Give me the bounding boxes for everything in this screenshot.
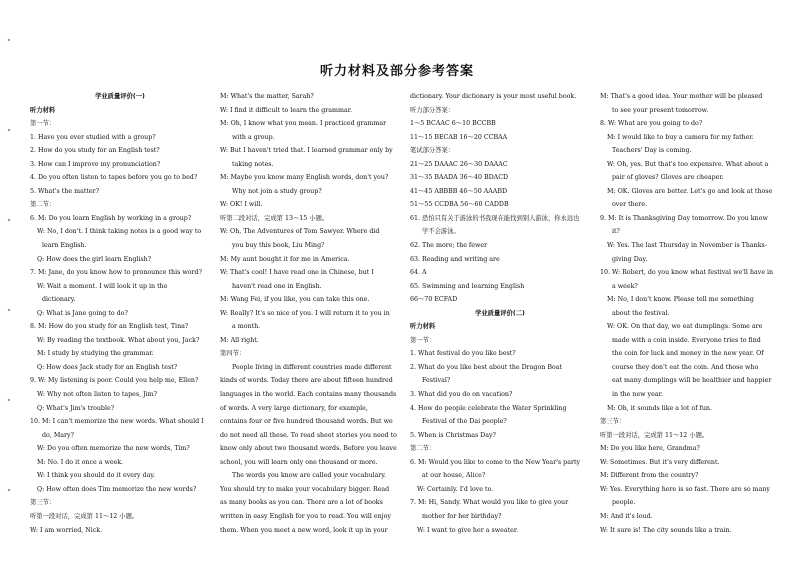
- text-line: 听第一段对话，完成第 11～12 小题。: [600, 431, 709, 439]
- text-line: W: Really? It's so nice of you. I will return it to you in: [220, 309, 390, 317]
- text-line: W: Wait a moment. I will look it up in the: [37, 282, 168, 290]
- text-line: M: OK. Gloves are better. Let's go and look at those: [607, 187, 773, 195]
- text-line: 6. M: Do you learn English by working in a group?: [30, 214, 192, 222]
- text-line: 21～25 DAAAC 26～30 DAAAC: [410, 160, 508, 168]
- text-line: W: I find it difficult to learn the grammar.: [220, 106, 353, 114]
- text-line: M: My aunt bought it for me in America.: [220, 255, 350, 263]
- text-line: 7. M: Hi, Sandy. What would you like to give your: [410, 499, 569, 507]
- text-line: M: Do you like here, Grandma?: [600, 445, 700, 453]
- text-line: M: And it's loud.: [600, 512, 653, 520]
- text-line: contains four or five hundred thousand words. But we: [220, 418, 393, 426]
- text-line: M: Oh, it sounds like a lot of fun.: [607, 404, 712, 412]
- text-line: you buy this book, Liu Ming?: [232, 242, 325, 250]
- text-line: M: Wang Fei, if you like, you can take this one.: [220, 296, 370, 304]
- text-line: 第四节：: [220, 350, 246, 358]
- text-line: W: No, I don't. I think taking notes is a good way to: [37, 228, 202, 236]
- text-line: W: Certainly. I'd love to.: [417, 485, 494, 493]
- text-line: school, you will learn only one thousand or more.: [220, 458, 378, 466]
- text-line: 听力部分答案：: [410, 106, 455, 114]
- text-line: eat many dumplings will be healthier and happier: [612, 377, 772, 385]
- text-line: to see your present tomorrow.: [612, 106, 709, 114]
- text-line: haven't read one in English.: [232, 282, 322, 290]
- text-line: people.: [612, 499, 636, 507]
- text-line: W: I am worried, Nick.: [30, 526, 103, 534]
- text-line: 学不会游泳。: [422, 228, 460, 236]
- text-line: 9. M: It is Thanksgiving Day tomorrow. Do you know: [600, 214, 768, 222]
- binding-marks: [6, 0, 12, 561]
- text-line: Teachers' Day is coming.: [612, 147, 692, 155]
- text-line: 1～5 BCAAC 6～10 BCCBB: [410, 120, 496, 128]
- text-line: of words. A very large dictionary, for example,: [220, 404, 368, 412]
- text-line: W: Yes. The last Thursday in November is Thanks-: [607, 242, 767, 250]
- text-line: 8. W: What are you going to do?: [600, 120, 703, 128]
- text-line: W: It sure is! The city sounds like a train.: [600, 526, 732, 534]
- text-line: 3. What did you do on vacation?: [410, 391, 513, 399]
- text-line: W: That's cool! I have read one in Chinese, but I: [220, 269, 374, 277]
- text-line: know only about two thousand words. Before you leave: [220, 445, 397, 453]
- text-line: W: OK. On that day, we eat dumplings. Some are: [607, 323, 763, 331]
- text-line: learn English.: [42, 242, 87, 250]
- text-line: M: Different from the country?: [600, 472, 699, 480]
- text-line: Q: What's Jim's trouble?: [37, 404, 115, 412]
- text-line: M: I study by studying the grammar.: [37, 350, 154, 358]
- text-line: 笔试部分答案：: [410, 147, 455, 155]
- text-line: 8. M: How do you study for an English test, Tina?: [30, 323, 189, 331]
- text-line: W: Why not often listen to tapes, Jim?: [37, 391, 158, 399]
- text-line: W: OK! I will.: [220, 201, 263, 209]
- text-line: 2. How do you study for an English test?: [30, 147, 160, 155]
- text-line: mother for her birthday?: [422, 512, 502, 520]
- text-columns: [30, 90, 780, 555]
- text-line: M: What's the matter, Sarah?: [220, 93, 314, 100]
- text-line: 5. When is Christmas Day?: [410, 431, 496, 439]
- text-line: W: Oh, yes. But that's too expensive. What about a: [607, 160, 769, 168]
- section-heading: 听力材料: [410, 323, 436, 331]
- text-line: with a group.: [232, 133, 275, 141]
- text-line: made with a coin inside. Everyone tries to find: [612, 336, 761, 344]
- text-line: 41～45 ABBBB 46～50 AAABD: [410, 187, 508, 195]
- text-line: 10. W: Robert, do you know what festival we'll have in: [600, 269, 774, 277]
- text-line: 62. The more; the fewer: [410, 242, 488, 250]
- text-line: Q: How does Jack study for an English test?: [37, 363, 178, 371]
- text-line: The words you know are called your vocabulary.: [232, 472, 387, 480]
- text-line: Q: How often does Tim memorize the new words?: [37, 485, 197, 493]
- text-line: W: By reading the textbook. What about you, Jack?: [37, 336, 200, 344]
- text-line: W: Yes. Everything here is so fast. There are so many: [600, 485, 770, 493]
- text-line: at our house, Alice?: [422, 472, 486, 480]
- text-line: a week?: [612, 282, 638, 290]
- text-line: 65. Swimming and learning English: [410, 282, 525, 290]
- text-line: 66～70 ECFAD: [410, 296, 458, 304]
- text-line: 11～15 BECAB 16～20 CCBAA: [410, 133, 508, 141]
- text-line: 63. Reading and writing are: [410, 255, 500, 263]
- text-line: 3. How can I improve my pronunciation?: [30, 160, 161, 168]
- text-line: W: But I haven't tried that. I learned grammar only by: [220, 147, 393, 155]
- text-line: M: Oh, I know what you mean. I practiced grammar: [220, 120, 387, 128]
- text-line: M: All right.: [220, 336, 259, 344]
- text-line: as many books as you can. There are a lot of books: [220, 499, 383, 507]
- text-line: M: No. I do it once a week.: [37, 458, 124, 466]
- text-line: Q: What is Jane going to do?: [37, 309, 128, 317]
- text-line: course they don't eat the coin. And those who: [612, 363, 759, 371]
- text-line: 5. What's the matter?: [30, 187, 99, 195]
- text-line: a month.: [232, 323, 261, 331]
- text-line: languages in the world. Each contains many thousands: [220, 391, 397, 399]
- text-line: 1. Have you ever studied with a group?: [30, 133, 156, 141]
- text-line: 第一节：: [410, 336, 436, 344]
- text-line: do, Mary?: [42, 431, 74, 439]
- text-line: do not need all these. To read sheet stories you need to: [220, 431, 397, 439]
- text-line: 第三节：: [600, 418, 626, 426]
- text-line: 听第一段对话，完成第 11～12 小题。: [30, 512, 139, 520]
- text-line: 第三节：: [30, 499, 56, 507]
- text-line: 61. 恐怕只有关于游泳的书我现在能找到别人游泳，你永远也: [410, 214, 580, 222]
- text-line: W: I want to give her a sweater.: [417, 526, 519, 534]
- text-line: pair of gloves? Gloves are cheaper.: [612, 174, 724, 182]
- text-line: 64. A: [410, 269, 427, 277]
- text-line: 1. What festival do you like best?: [410, 350, 516, 358]
- text-line: 听第二段对话，完成第 13～15 小题。: [220, 214, 329, 222]
- text-line: 第二节：: [410, 445, 436, 453]
- column-1: [30, 90, 210, 555]
- text-line: kinds of words. Today there are about fifteen hundred: [220, 377, 393, 385]
- text-line: M: That's a good idea. Your mother will be pleased: [600, 93, 763, 100]
- text-line: in the new year.: [612, 391, 663, 399]
- text-line: over there.: [612, 201, 648, 209]
- text-line: written in easy English for you to read. You will enjoy: [220, 512, 391, 520]
- section-heading: 学业质量评价(一): [95, 93, 145, 100]
- text-line: 10. M: I can't memorize the new words. What should I: [30, 418, 204, 426]
- text-line: them. When you meet a new word, look it up in your: [220, 526, 388, 534]
- text-line: Why not join a study group?: [232, 187, 322, 195]
- text-line: Q: How does the girl learn English?: [37, 255, 152, 263]
- text-line: about the festival.: [612, 309, 670, 317]
- section-heading: 学业质量评价(二): [475, 309, 525, 317]
- column-3: [410, 90, 590, 555]
- text-line: W: Oh, The Adventures of Tom Sawyer. Where did: [220, 228, 380, 236]
- text-line: it?: [612, 228, 620, 236]
- text-line: M: Maybe you know many English words, don't you?: [220, 174, 389, 182]
- text-line: 第二节：: [30, 201, 56, 209]
- text-line: W: Sometimes. But it's very different.: [600, 458, 720, 466]
- text-line: M: No, I don't know. Please tell me something: [607, 296, 754, 304]
- text-line: Festival?: [422, 377, 451, 385]
- text-line: 9. W: My listening is poor. Could you help me, Ellen?: [30, 377, 199, 385]
- text-line: You should try to make your vocabulary bigger. Read: [220, 485, 390, 493]
- column-4: [600, 90, 780, 555]
- text-line: 第一节：: [30, 120, 56, 128]
- page-title: 听力材料及部分参考答案: [319, 64, 474, 79]
- text-line: People living in different countries made different: [232, 363, 392, 371]
- text-line: W: I think you should do it every day.: [37, 472, 156, 480]
- text-line: dictionary. Your dictionary is your most useful book.: [410, 93, 577, 100]
- text-line: Festival of the Dai people?: [422, 418, 507, 426]
- text-line: dictionary.: [42, 296, 76, 304]
- text-line: 7. M: Jane, do you know how to pronounce this word?: [30, 269, 202, 277]
- text-line: 2. What do you like best about the Dragon Boat: [410, 363, 563, 371]
- text-line: the coin for luck and money in the new year. Of: [612, 350, 764, 358]
- column-2: [220, 90, 400, 555]
- text-line: 51～55 CCDBA 56～60 CADDB: [410, 201, 509, 209]
- section-heading: 听力材料: [30, 106, 56, 114]
- text-line: 6. M: Would you like to come to the New Year's party: [410, 458, 581, 466]
- text-line: giving Day.: [612, 255, 648, 263]
- text-line: 4. Do you often listen to tapes before you go to bed?: [30, 174, 198, 182]
- text-line: W: Do you often memorize the new words, Tim?: [37, 445, 190, 453]
- text-line: 31～35 BAADA 36～40 BDACD: [410, 174, 509, 182]
- text-line: taking notes.: [232, 160, 274, 168]
- text-line: 4. How do people celebrate the Water Sprinkling: [410, 404, 567, 412]
- text-line: M: I would like to buy a camera for my father.: [607, 133, 754, 141]
